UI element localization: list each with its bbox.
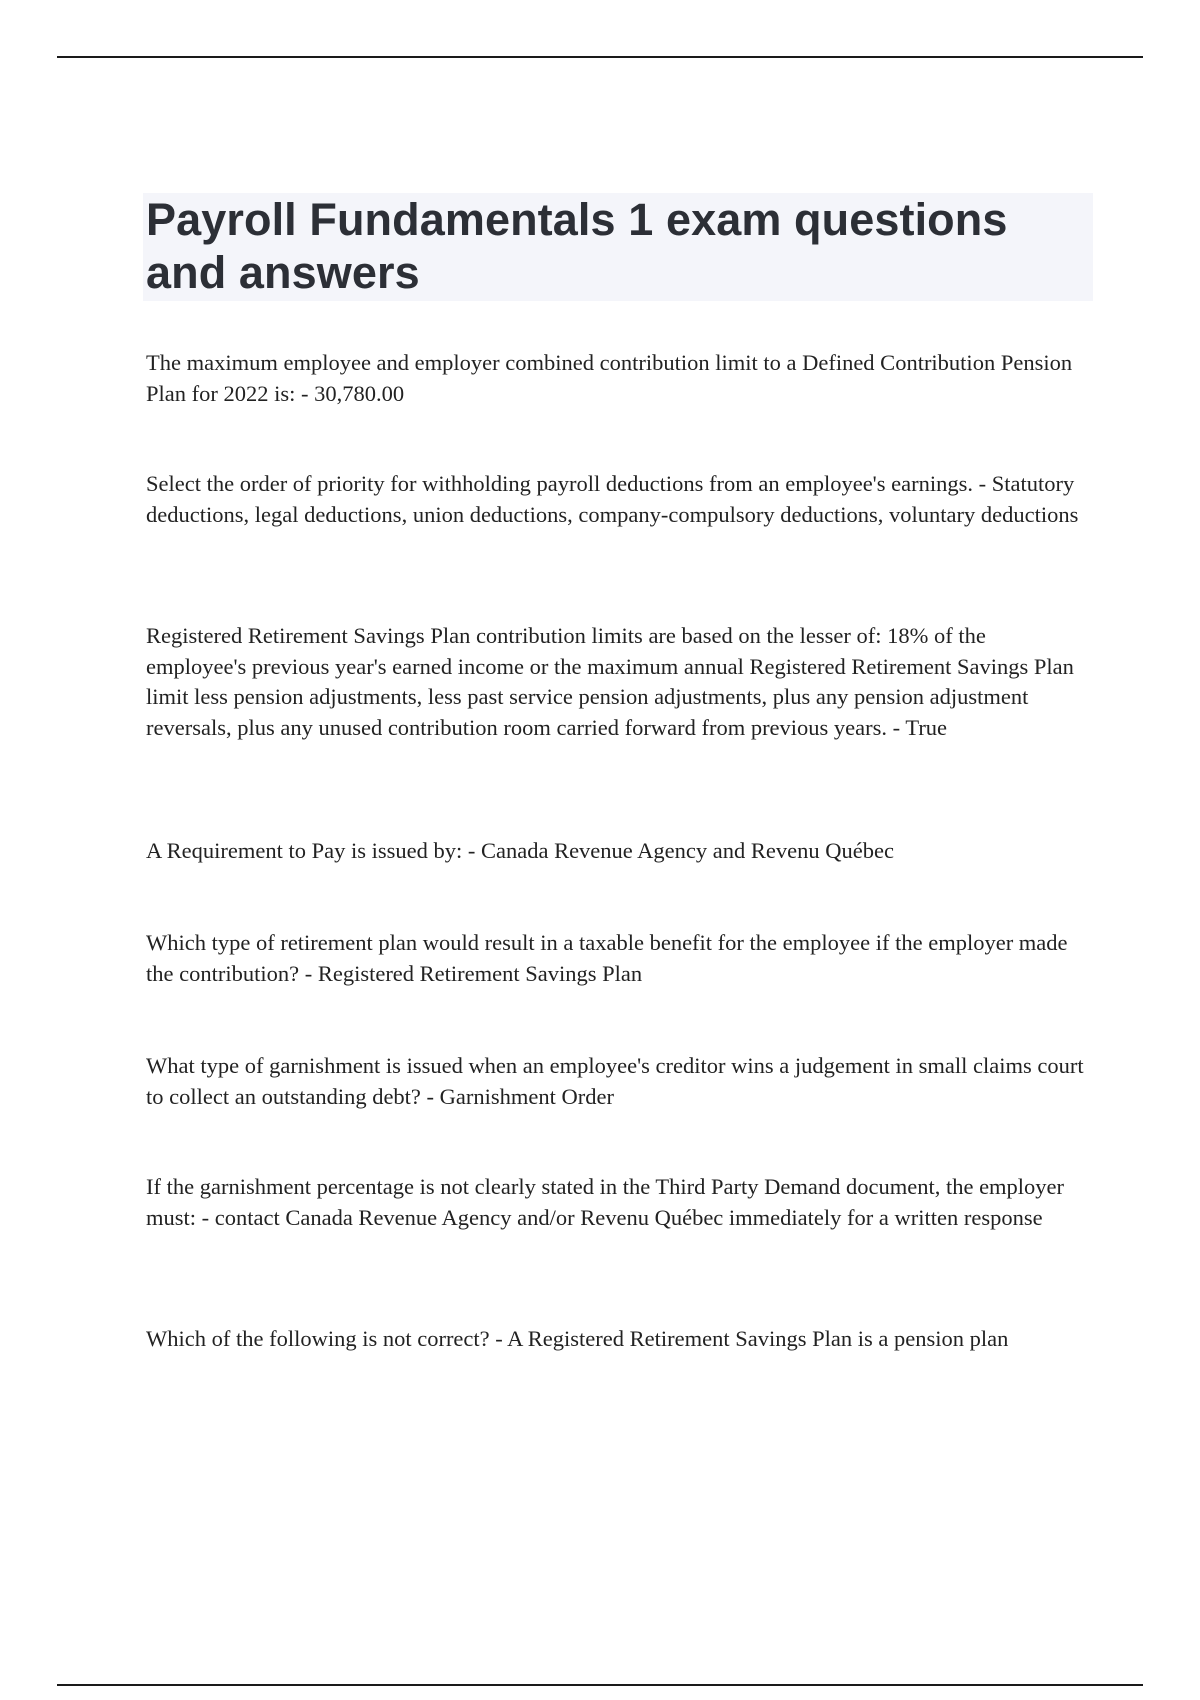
qa-item: Registered Retirement Savings Plan contribution limits are based on the lesser of: 18% of the employee's previous year's earned income or the maximum annual Registered Retirement Savings Plan limit less pension adjustments, less past service pension adjustments, plus any pension adjustment reversals, plus any unused contribution room carried forward from previous years. - True: [146, 623, 1074, 740]
qa-item: A Requirement to Pay is issued by: - Canada Revenue Agency and Revenu Québec: [146, 838, 894, 863]
qa-item: Which type of retirement plan would result in a taxable benefit for the employee if the employer made the contribution? - Registered Retirement Savings Plan: [146, 930, 1068, 986]
qa-item: Select the order of priority for withholding payroll deductions from an employee's earnings. - Statutory deductions, legal deductions, union deductions, company-compulsory deductions, voluntary deductions: [146, 471, 1079, 527]
title-banner: [143, 193, 1093, 301]
qa-item: What type of garnishment is issued when an employee's creditor wins a judgement in small claims court to collect an outstanding debt? - Garnishment Order: [146, 1053, 1084, 1109]
qa-item: Which of the following is not correct? - A Registered Retirement Savings Plan is a pension plan: [146, 1326, 1009, 1351]
top-divider: [57, 56, 1143, 58]
qa-item: If the garnishment percentage is not clearly stated in the Third Party Demand document, the employer must: - contact Canada Revenue Agency and/or Revenu Québec immediately for a written response: [146, 1174, 1065, 1230]
qa-item: The maximum employee and employer combined contribution limit to a Defined Contribution Pension Plan for 2022 is: - 30,780.00: [146, 350, 1073, 406]
bottom-divider: [57, 1684, 1143, 1686]
page-title: Payroll Fundamentals 1 exam questions and answers: [146, 194, 1008, 298]
